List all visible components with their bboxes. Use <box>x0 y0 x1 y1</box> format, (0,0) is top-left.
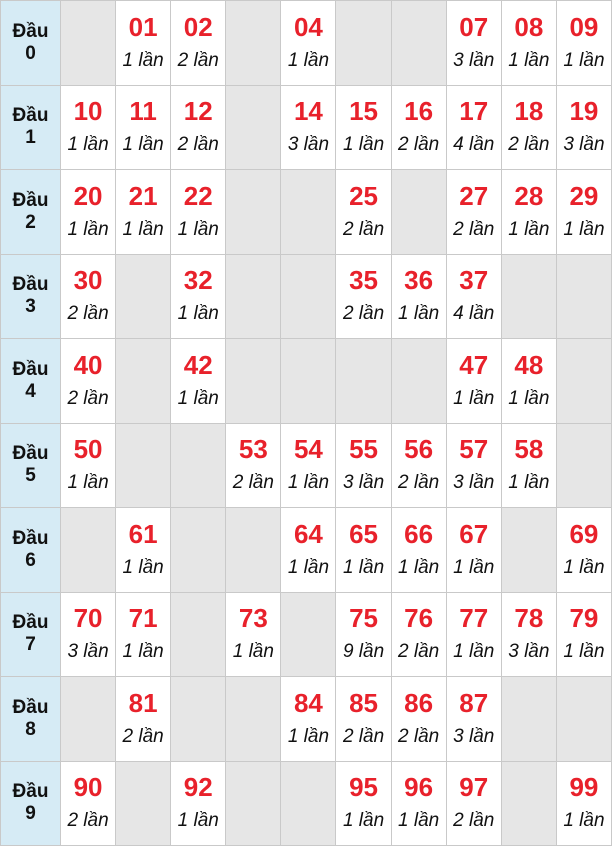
empty-cell <box>116 762 171 846</box>
number-cell <box>336 762 391 846</box>
empty-cell <box>226 677 281 762</box>
number-cell <box>447 508 502 593</box>
empty-cell <box>502 677 557 762</box>
number-cell <box>171 255 226 340</box>
number-value: 17 <box>459 96 489 127</box>
number-cell <box>61 170 116 255</box>
empty-cell <box>116 424 171 509</box>
empty-cell <box>336 339 391 424</box>
occurrence-count: 1 lần <box>563 641 605 663</box>
occurrence-count: 1 lần <box>177 810 219 832</box>
number-cell <box>502 339 557 424</box>
row-head-digit: 1 <box>25 127 36 149</box>
number-cell <box>226 593 281 678</box>
empty-cell <box>502 762 557 846</box>
empty-cell <box>226 255 281 340</box>
occurrence-count: 1 lần <box>122 218 164 240</box>
number-cell <box>116 508 171 593</box>
number-value: 73 <box>238 603 268 634</box>
number-value: 92 <box>183 772 213 803</box>
occurrence-count: 1 lần <box>398 556 440 578</box>
row-head-6 <box>1 508 61 593</box>
empty-cell <box>226 339 281 424</box>
number-cell <box>171 762 226 846</box>
number-value: 56 <box>404 434 434 465</box>
number-cell <box>61 339 116 424</box>
occurrence-count: 1 lần <box>287 472 330 494</box>
number-cell <box>61 593 116 678</box>
occurrence-count: 1 lần <box>122 134 164 156</box>
empty-cell <box>281 170 336 255</box>
number-cell <box>557 1 612 86</box>
number-value: 18 <box>514 96 544 127</box>
number-cell <box>392 677 447 762</box>
number-value: 02 <box>183 11 213 42</box>
row-head-digit: 6 <box>25 549 36 571</box>
number-cell <box>336 508 391 593</box>
row-head-digit: 4 <box>25 380 36 402</box>
number-cell <box>392 424 447 509</box>
row-head-label: Đầu <box>12 358 49 380</box>
empty-cell <box>281 593 336 678</box>
number-value: 14 <box>293 96 323 127</box>
number-value: 81 <box>128 687 158 718</box>
occurrence-count: 4 lần <box>453 134 495 156</box>
number-value: 50 <box>73 434 103 465</box>
number-value: 37 <box>459 265 489 296</box>
number-value: 30 <box>73 265 103 296</box>
occurrence-count: 2 lần <box>122 725 164 747</box>
number-value: 20 <box>73 180 103 211</box>
number-cell <box>116 593 171 678</box>
occurrence-count: 1 lần <box>342 134 385 156</box>
number-value: 70 <box>73 603 103 634</box>
number-cell <box>336 170 391 255</box>
number-cell <box>557 86 612 171</box>
row-head-digit: 9 <box>25 803 36 825</box>
row-head-2 <box>1 170 61 255</box>
empty-cell <box>116 339 171 424</box>
row-head-5 <box>1 424 61 509</box>
empty-cell <box>171 424 226 509</box>
number-value: 61 <box>128 518 158 549</box>
occurrence-count: 3 lần <box>287 134 330 156</box>
number-cell <box>447 1 502 86</box>
empty-cell <box>392 339 447 424</box>
occurrence-count: 2 lần <box>398 134 440 156</box>
number-cell <box>116 86 171 171</box>
occurrence-count: 2 lần <box>453 810 495 832</box>
occurrence-count: 2 lần <box>398 641 440 663</box>
number-value: 69 <box>569 518 599 549</box>
row-head-8 <box>1 677 61 762</box>
number-cell <box>557 762 612 846</box>
occurrence-count: 1 lần <box>508 218 550 240</box>
empty-cell <box>557 339 612 424</box>
number-value: 12 <box>183 96 213 127</box>
number-value: 75 <box>349 603 378 634</box>
occurrence-count: 2 lần <box>67 387 109 409</box>
number-cell <box>171 1 226 86</box>
number-cell <box>447 255 502 340</box>
number-cell <box>281 424 336 509</box>
occurrence-count: 4 lần <box>453 303 495 325</box>
occurrence-count: 1 lần <box>563 218 605 240</box>
occurrence-count: 2 lần <box>342 218 385 240</box>
number-cell <box>116 677 171 762</box>
number-cell <box>502 1 557 86</box>
number-value: 55 <box>349 434 378 465</box>
occurrence-count: 1 lần <box>563 556 605 578</box>
number-value: 71 <box>128 603 158 634</box>
number-cell <box>447 339 502 424</box>
row-head-digit: 2 <box>25 211 36 233</box>
number-value: 78 <box>514 603 544 634</box>
empty-cell <box>392 170 447 255</box>
occurrence-count: 1 lần <box>453 387 495 409</box>
number-value: 85 <box>349 687 378 718</box>
occurrence-count: 3 lần <box>563 134 605 156</box>
number-cell <box>171 170 226 255</box>
number-cell <box>502 424 557 509</box>
occurrence-count: 9 lần <box>342 641 385 663</box>
row-head-digit: 8 <box>25 718 36 740</box>
number-value: 36 <box>404 265 434 296</box>
number-cell <box>336 593 391 678</box>
number-cell <box>281 508 336 593</box>
row-head-digit: 3 <box>25 296 36 318</box>
number-cell <box>336 86 391 171</box>
occurrence-count: 3 lần <box>342 472 385 494</box>
number-value: 08 <box>514 11 544 42</box>
number-value: 66 <box>404 518 434 549</box>
number-cell <box>281 86 336 171</box>
number-value: 09 <box>569 11 599 42</box>
number-cell <box>392 86 447 171</box>
number-cell <box>447 762 502 846</box>
number-value: 27 <box>459 180 489 211</box>
empty-cell <box>502 508 557 593</box>
number-value: 86 <box>404 687 434 718</box>
occurrence-count: 2 lần <box>342 725 385 747</box>
empty-cell <box>336 1 391 86</box>
row-head-1 <box>1 86 61 171</box>
number-value: 40 <box>73 349 103 380</box>
number-cell <box>557 593 612 678</box>
occurrence-count: 1 lần <box>453 641 495 663</box>
occurrence-count: 3 lần <box>508 641 550 663</box>
occurrence-count: 1 lần <box>508 387 550 409</box>
number-cell <box>392 508 447 593</box>
empty-cell <box>557 677 612 762</box>
number-value: 67 <box>459 518 489 549</box>
occurrence-count: 1 lần <box>177 387 219 409</box>
number-value: 96 <box>404 772 434 803</box>
number-value: 07 <box>459 11 489 42</box>
occurrence-count: 1 lần <box>122 556 164 578</box>
empty-cell <box>171 593 226 678</box>
number-value: 25 <box>349 180 378 211</box>
row-head-4 <box>1 339 61 424</box>
number-value: 90 <box>73 772 103 803</box>
number-value: 28 <box>514 180 544 211</box>
occurrence-count: 1 lần <box>398 810 440 832</box>
number-cell <box>226 424 281 509</box>
number-cell <box>116 170 171 255</box>
number-value: 04 <box>293 11 323 42</box>
number-cell <box>447 86 502 171</box>
number-value: 11 <box>129 96 157 127</box>
number-value: 65 <box>349 518 378 549</box>
row-head-digit: 7 <box>25 634 36 656</box>
occurrence-count: 1 lần <box>508 49 550 71</box>
occurrence-count: 1 lần <box>122 641 164 663</box>
number-value: 35 <box>349 265 378 296</box>
empty-cell <box>502 255 557 340</box>
occurrence-count: 1 lần <box>342 556 385 578</box>
number-value: 29 <box>569 180 599 211</box>
number-value: 10 <box>73 96 103 127</box>
occurrence-count: 2 lần <box>177 134 219 156</box>
occurrence-count: 3 lần <box>453 725 495 747</box>
empty-cell <box>557 255 612 340</box>
number-cell <box>392 255 447 340</box>
occurrence-count: 1 lần <box>287 556 330 578</box>
occurrence-count: 2 lần <box>177 49 219 71</box>
occurrence-count: 3 lần <box>67 641 109 663</box>
occurrence-count: 2 lần <box>398 725 440 747</box>
number-cell <box>61 424 116 509</box>
number-cell <box>61 255 116 340</box>
occurrence-count: 1 lần <box>287 49 330 71</box>
number-value: 48 <box>514 349 544 380</box>
empty-cell <box>226 508 281 593</box>
number-value: 53 <box>238 434 268 465</box>
row-head-label: Đầu <box>12 189 49 211</box>
empty-cell <box>281 339 336 424</box>
occurrence-count: 1 lần <box>122 49 164 71</box>
empty-cell <box>171 677 226 762</box>
row-head-label: Đầu <box>12 105 49 127</box>
occurrence-count: 2 lần <box>398 472 440 494</box>
empty-cell <box>116 255 171 340</box>
occurrence-count: 1 lần <box>287 725 330 747</box>
row-head-label: Đầu <box>12 696 49 718</box>
row-head-digit: 5 <box>25 465 36 487</box>
occurrence-count: 2 lần <box>67 303 109 325</box>
empty-cell <box>61 1 116 86</box>
empty-cell <box>61 508 116 593</box>
occurrence-count: 2 lần <box>453 218 495 240</box>
number-value: 76 <box>404 603 434 634</box>
empty-cell <box>171 508 226 593</box>
empty-cell <box>392 1 447 86</box>
number-cell <box>502 170 557 255</box>
number-cell <box>281 677 336 762</box>
occurrence-count: 3 lần <box>453 472 495 494</box>
row-head-label: Đầu <box>12 781 49 803</box>
empty-cell <box>61 677 116 762</box>
number-value: 47 <box>459 349 489 380</box>
occurrence-count: 1 lần <box>67 134 109 156</box>
occurrence-count: 1 lần <box>398 303 440 325</box>
occurrence-count: 2 lần <box>508 134 550 156</box>
occurrence-count: 1 lần <box>67 218 109 240</box>
occurrence-count: 1 lần <box>232 641 274 663</box>
number-value: 54 <box>293 434 323 465</box>
occurrence-count: 1 lần <box>177 303 219 325</box>
number-value: 57 <box>459 434 489 465</box>
number-cell <box>502 86 557 171</box>
number-cell <box>171 339 226 424</box>
number-cell <box>61 86 116 171</box>
number-cell <box>557 508 612 593</box>
number-value: 99 <box>569 772 599 803</box>
occurrence-count: 1 lần <box>342 810 385 832</box>
number-cell <box>392 593 447 678</box>
number-value: 19 <box>569 96 599 127</box>
row-head-digit: 0 <box>25 42 36 64</box>
occurrence-count: 1 lần <box>67 472 109 494</box>
number-cell <box>116 1 171 86</box>
occurrence-count: 1 lần <box>508 472 550 494</box>
number-value: 16 <box>404 96 434 127</box>
occurrence-count: 3 lần <box>453 49 495 71</box>
empty-cell <box>226 762 281 846</box>
number-cell <box>336 255 391 340</box>
occurrence-count: 1 lần <box>563 810 605 832</box>
row-head-7 <box>1 593 61 678</box>
occurrence-count: 1 lần <box>563 49 605 71</box>
number-value: 97 <box>459 772 489 803</box>
number-cell <box>336 677 391 762</box>
empty-cell <box>557 424 612 509</box>
number-value: 15 <box>349 96 378 127</box>
number-value: 21 <box>128 180 158 211</box>
empty-cell <box>281 255 336 340</box>
number-value: 77 <box>459 603 489 634</box>
row-head-label: Đầu <box>12 20 49 42</box>
number-cell <box>171 86 226 171</box>
number-cell <box>557 170 612 255</box>
number-value: 58 <box>514 434 544 465</box>
row-head-label: Đầu <box>12 612 49 634</box>
number-value: 64 <box>293 518 323 549</box>
empty-cell <box>226 1 281 86</box>
number-cell <box>336 424 391 509</box>
number-value: 42 <box>183 349 213 380</box>
number-cell <box>447 677 502 762</box>
occurrence-count: 2 lần <box>67 810 109 832</box>
row-head-label: Đầu <box>12 527 49 549</box>
row-head-label: Đầu <box>12 443 49 465</box>
empty-cell <box>226 86 281 171</box>
number-value: 95 <box>349 772 378 803</box>
occurrence-count: 1 lần <box>177 218 219 240</box>
number-value: 79 <box>569 603 599 634</box>
number-value: 01 <box>128 11 158 42</box>
number-cell <box>61 762 116 846</box>
number-cell <box>281 1 336 86</box>
number-cell <box>447 593 502 678</box>
number-cell <box>392 762 447 846</box>
number-value: 87 <box>459 687 489 718</box>
number-cell <box>447 170 502 255</box>
number-cell <box>447 424 502 509</box>
empty-cell <box>281 762 336 846</box>
number-value: 32 <box>183 265 213 296</box>
occurrence-count: 1 lần <box>453 556 495 578</box>
row-head-label: Đầu <box>12 274 49 296</box>
number-value: 22 <box>183 180 213 211</box>
number-value: 84 <box>293 687 323 718</box>
number-cell <box>502 593 557 678</box>
row-head-3 <box>1 255 61 340</box>
occurrence-count: 2 lần <box>342 303 385 325</box>
row-head-9 <box>1 762 61 846</box>
row-head-0 <box>1 1 61 86</box>
empty-cell <box>226 170 281 255</box>
occurrence-count: 2 lần <box>232 472 274 494</box>
